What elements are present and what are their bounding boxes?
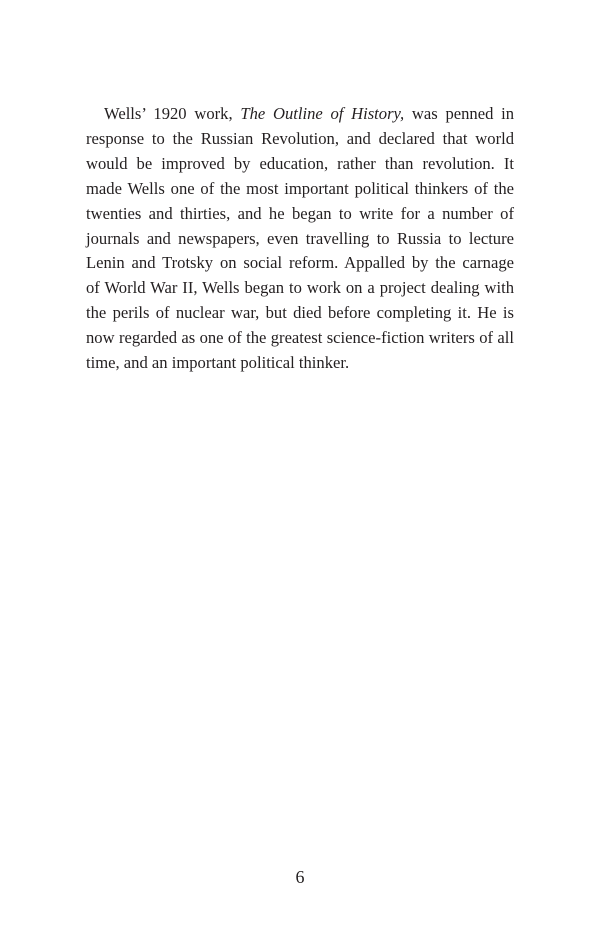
book-title-italic: The Outline of History,: [240, 104, 405, 123]
paragraph-line-2: response to the Russian Revolution, and declared that world: [86, 128, 514, 148]
paragraph-line-8: of World War II, Wells began to work on a project dealing with: [86, 278, 514, 298]
paragraph-line-4: made Wells one of the most important political thinkers of the: [86, 178, 514, 198]
paragraph-line-10: now regarded as one of the greatest science-fiction writers of all: [86, 328, 514, 348]
paragraph-line-7: Lenin and Trotsky on social reform. Appalled by the carnage: [86, 253, 514, 273]
paragraph-line-5: twenties and thirties, and he began to write for a number of: [86, 203, 514, 223]
paragraph-line-1: [86, 102, 514, 127]
line-1-tail-text: was penned in: [404, 104, 515, 123]
paragraph-line-9: the perils of nuclear war, but died before completing it. He is: [86, 303, 514, 323]
line-1-lead-text: Wells’ 1920 work,: [104, 104, 241, 123]
page-number: 6: [295, 867, 305, 887]
paragraph-line-3: would be improved by education, rather than revolution. It: [86, 153, 514, 173]
paragraph-line-11: time, and an important political thinker.: [86, 353, 350, 373]
paragraph-line-6: journals and newspapers, even travelling to Russia to lecture: [86, 228, 514, 248]
body-paragraph: [86, 102, 514, 376]
